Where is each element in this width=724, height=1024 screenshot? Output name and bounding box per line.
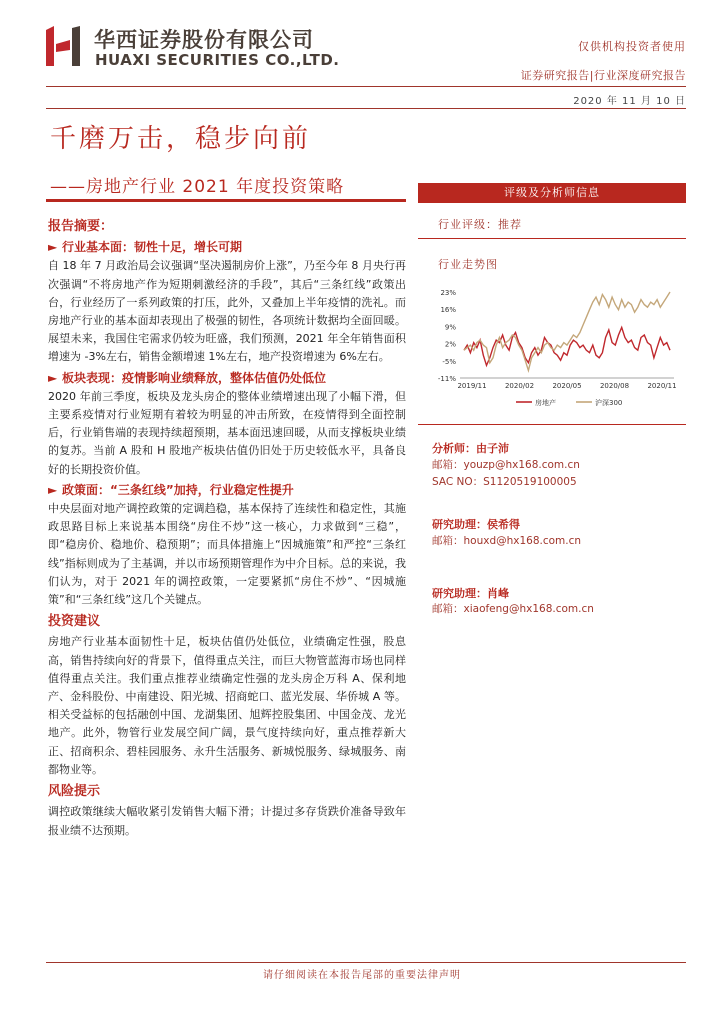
analyst-1-sac: SAC NO：S1120519100005 xyxy=(432,476,577,488)
title-underline xyxy=(46,199,406,202)
huaxi-logo-icon xyxy=(46,26,80,66)
x-tick-label: 2020/02 xyxy=(504,382,535,390)
legend-label: 房地产 xyxy=(535,399,556,407)
series-line-csi300 xyxy=(464,292,670,370)
company-logo xyxy=(46,26,80,66)
x-tick-label: 2020/11 xyxy=(647,382,677,390)
x-tick-label: 2020/05 xyxy=(552,382,582,390)
series-line-real-estate xyxy=(464,327,670,365)
paragraph-sector: 2020 年前三季度，板块及龙头房企的整体业绩增速出现了小幅下滑，但主要系疫情对行业短期有着较为明显的冲击所致，在疫情得到全面控制后，行业销售端的表现持续超预期，基本面迅速回暖，从而支撑板块业绩的复苏。当前 A 股和 H 股地产板块估值仍旧处于历史较低水平，具备良好的长期投资价值。 xyxy=(48,389,406,476)
rating-divider xyxy=(418,238,686,239)
analyst-1-email[interactable]: 邮箱：youzp@hx168.com.cn xyxy=(432,459,580,471)
x-tick-label: 2019/11 xyxy=(457,382,487,390)
y-tick-label: 2% xyxy=(444,340,456,349)
triangle-bullet-icon: ► xyxy=(48,482,58,497)
bullet-fundamentals: ► 行业基本面：韧性十足，增长可期 xyxy=(48,238,406,256)
paragraph-policy: 中央层面对地产调控政策的定调趋稳，基本保持了连续性和稳定性，其施政思路目标上来说基本围绕“房住不炒”这一核心，力求做到“三稳”，即“稳房价、稳地价、稳预期”；而具体措施上“因城施策”和严控“三条红线”指标则成为了主基调，并以市场预期管理作为中介目标。总的来说，我们认为，对于 2021 年的调控政策，一定要紧抓“房住不炒”、“因城施策”和“三条红线”这几个关键点。 xyxy=(48,502,406,607)
analyst-2-email[interactable]: 邮箱：houxd@hx168.com.cn xyxy=(432,535,582,547)
sub-title: ——房地产行业 2021 年度投资策略 xyxy=(50,177,345,197)
analyst-3: 研究助理：肖峰 xyxy=(432,587,509,600)
industry-rating: 行业评级：推荐 xyxy=(438,218,522,231)
summary-heading: 报告摘要： xyxy=(48,219,114,234)
triangle-bullet-icon: ► xyxy=(48,370,58,385)
paragraph-risk: 调控政策继续大幅收紧引发销售大幅下滑；计提过多存货跌价准备导致年报业绩不达预期。 xyxy=(48,805,406,837)
analyst-divider xyxy=(418,424,686,425)
y-tick-label: 16% xyxy=(440,306,456,315)
triangle-bullet-icon: ► xyxy=(48,240,58,255)
trend-chart xyxy=(426,280,684,410)
y-tick-label: 9% xyxy=(444,323,456,332)
company-name-en: HUAXI SECURITIES CO.,LTD. xyxy=(95,51,340,69)
trend-chart-svg xyxy=(426,280,684,410)
analyst-1: 分析师：由子沛 xyxy=(432,442,509,455)
date-divider xyxy=(46,108,686,109)
y-tick-label: 23% xyxy=(440,289,456,297)
analyst-3-email[interactable]: 邮箱：xiaofeng@hx168.com.cn xyxy=(432,603,594,615)
report-summary xyxy=(48,214,406,840)
invest-heading: 投资建议 xyxy=(48,614,101,630)
header-divider xyxy=(46,86,686,87)
paragraph-fundamentals: 自 18 年 7 月政治局会议强调“坚决遏制房价上涨”，乃至今年 8 月央行再次强调“不将房地产作为短期刺激经济的手段”，其后“三条红线”政策出台，行业经历了一系列政策的打压，此外，又叠加上半年疫情的洗礼。而房地产行业的基本面却表现出了极强的韧性，各项统计数据均全面回暖。展望未来，我国住宅需求仍较为旺盛，我们预测，2021 年全年销售面积增速为 -3%左右，销售金额增速 1%左右，地产投资增速为 6%左右。 xyxy=(48,259,406,364)
rating-header: 评级及分析师信息 xyxy=(418,183,686,203)
footer-divider xyxy=(46,962,686,963)
risk-heading: 风险提示 xyxy=(48,784,101,800)
x-tick-label: 2020/08 xyxy=(599,382,630,390)
audience-note: 仅供机构投资者使用 xyxy=(578,40,686,53)
paragraph-invest: 房地产行业基本面韧性十足，板块估值仍处低位，业绩确定性强，股息高，销售持续向好的背景下，值得重点关注，而巨大物管蓝海市场也同样值得重点关注。我们重点推荐业绩确定性强的龙头房企万科 A、保利地产、金科股份、中南建设、阳光城、招商蛇口、蓝光发展、华侨城 A 等。相关受益标的包括融创中国、龙湖集团、旭辉控股集团、中国金茂、龙光地产。此外，物管行业发展空间广阔，景气度持续向好，重点推荐新大正、招商积余、碧桂园服务、永升生活服务、新城悦服务、绿城服务、南都物业等。 xyxy=(48,635,406,776)
bullet-policy: ► 政策面：“三条红线”加持，行业稳定性提升 xyxy=(48,481,406,499)
legend-label: 沪深300 xyxy=(595,399,623,407)
bullet-sector: ► 板块表现：疫情影响业绩释放，整体估值仍处低位 xyxy=(48,369,406,387)
trend-label: 行业走势图 xyxy=(438,258,498,271)
y-tick-label: -11% xyxy=(437,375,456,383)
report-date: 2020 年 11 月 10 日 xyxy=(573,96,686,107)
report-type: 证券研究报告|行业深度研究报告 xyxy=(520,69,686,82)
y-tick-label: -5% xyxy=(442,357,456,366)
analyst-2: 研究助理：侯希得 xyxy=(432,518,520,531)
legal-notice: 请仔细阅读在本报告尾部的重要法律声明 xyxy=(263,970,461,981)
company-name-cn: 华西证券股份有限公司 xyxy=(94,28,314,52)
main-title: 千磨万击，稳步向前 xyxy=(50,124,312,154)
